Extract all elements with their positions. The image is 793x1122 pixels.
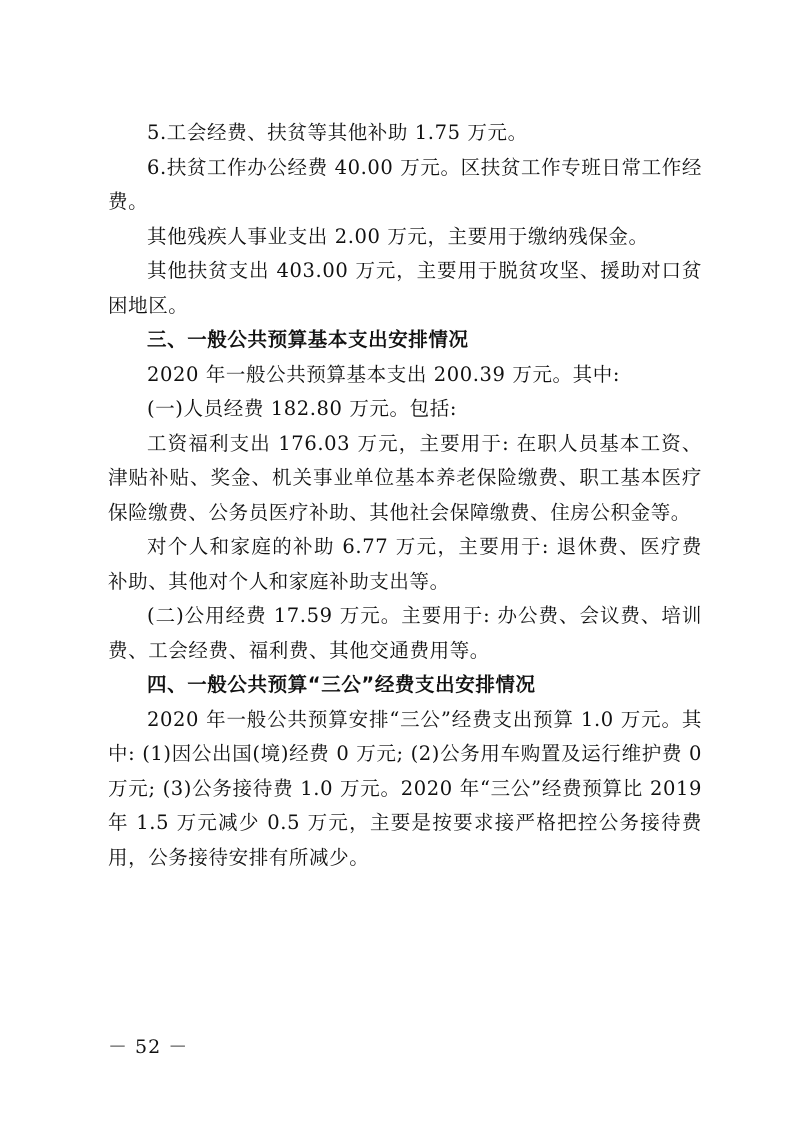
heading-section-four: 四、一般公共预算“三公”经费支出安排情况 — [147, 673, 536, 696]
para-salary-welfare: 工资福利支出 176.03 万元，主要用于: 在职人员基本工资、津贴补贴、奖金、机关事业单位基本养老保险缴费、职工基本医疗保险缴费、公务员医疗补助、其他社会保障缴费、住房公积金等。 — [108, 431, 702, 524]
page-number: － 52 － — [108, 1036, 189, 1058]
para-poverty-office-funds: 6.扶贫工作办公经费 40.00 万元。区扶贫工作专班日常工作经费。 — [108, 155, 702, 213]
para-basic-expenditure-total: 2020 年一般公共预算基本支出 200.39 万元。其中: — [147, 362, 621, 386]
para-three-public-expenses: 2020 年一般公共预算安排“三公”经费支出预算 1.0 万元。其中: (1)因公出国(境)经费 0 万元; (2)公务用车购置及运行维护费 0 万元; (3)公务接待费 1.0 万元。2020 年“三公”经费预算比 2019 年 1.5 万元减少 0.5 万元，主要是按要求接严格把控公务接待费用，公务接待安排有所减少。 — [108, 707, 702, 869]
para-personnel-funds: (一)人员经费 182.80 万元。包括: — [147, 397, 458, 420]
para-other-poverty-expenditure: 其他扶贫支出 403.00 万元，主要用于脱贫攻坚、援助对口贫困地区。 — [108, 259, 702, 317]
document-body — [108, 116, 702, 875]
para-union-funds: 5.工会经费、扶贫等其他补助 1.75 万元。 — [147, 121, 528, 144]
para-public-funds: (二)公用经费 17.59 万元。主要用于: 办公费、会议费、培训费、工会经费、福利费、其他交通费用等。 — [108, 604, 702, 662]
para-household-subsidy: 对个人和家庭的补助 6.77 万元，主要用于: 退休费、医疗费补助、其他对个人和家庭补助支出等。 — [108, 535, 702, 593]
heading-section-three: 三、一般公共预算基本支出安排情况 — [147, 328, 469, 351]
para-disability-expenditure: 其他残疾人事业支出 2.00 万元，主要用于缴纳残保金。 — [147, 224, 649, 248]
